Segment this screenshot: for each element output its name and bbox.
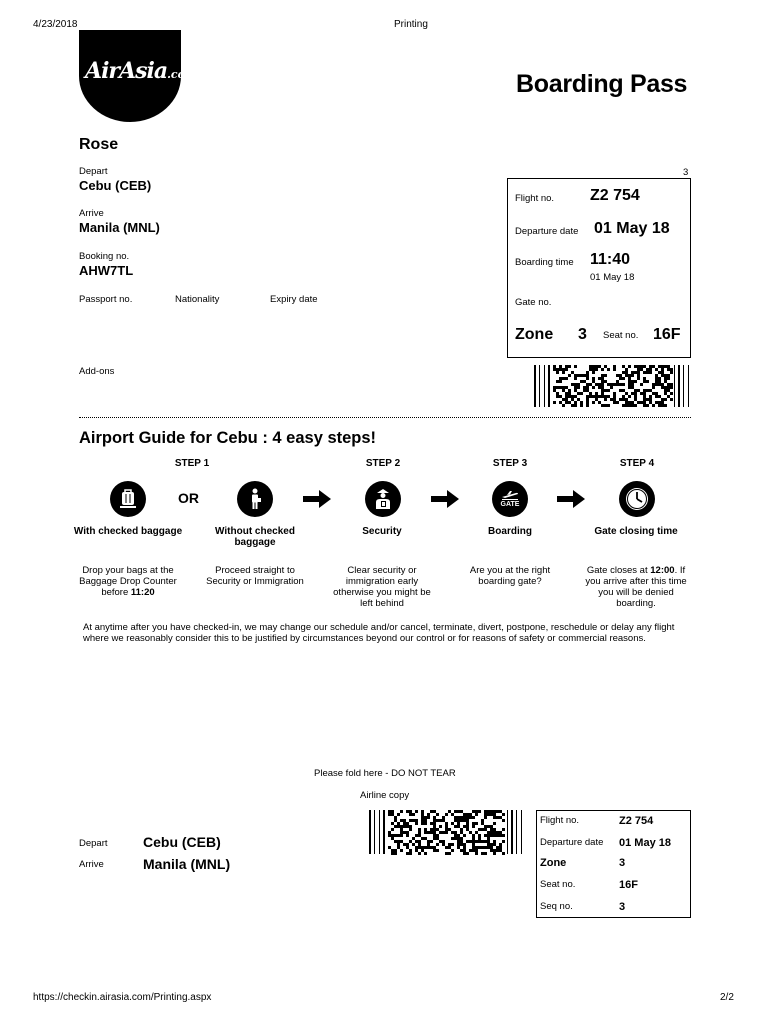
logo-suffix: .com	[167, 68, 197, 81]
flight-label: Flight no.	[515, 193, 555, 204]
or-text: OR	[178, 490, 199, 506]
airasia-logo	[79, 30, 197, 122]
print-url: https://checkin.airasia.com/Printing.aspx	[33, 992, 212, 1003]
stub-departure-date-label: Departure date	[540, 837, 604, 848]
checked-baggage-icon	[110, 481, 146, 517]
arrow-right-icon	[431, 490, 459, 508]
stub-zone-label: Zone	[540, 857, 567, 869]
guide-title: Airport Guide for Cebu : 4 easy steps!	[79, 429, 377, 447]
checked-baggage-desc-text: Drop your bags at the Baggage Drop Counter before	[79, 565, 177, 598]
fold-instruction: Please fold here - DO NOT TEAR	[314, 768, 456, 779]
step4-label: STEP 4	[619, 458, 655, 469]
disclaimer-text: At anytime after you have checked-in, we may change our schedule and/or cancel, terminate, divert, postpone, reschedule or delay any flight where we reasonably consider this to be justified by circumstances beyond our control or for reasons of safety or commercial reasons.	[83, 622, 675, 644]
depart-value: Cebu (CEB)	[79, 178, 152, 193]
stub-seat-value: 16F	[619, 879, 638, 891]
seat-value: 16F	[653, 326, 681, 343]
stub-depart-label: Depart	[79, 838, 108, 849]
dotted-divider	[79, 417, 691, 418]
airline-copy-label: Airline copy	[360, 790, 410, 801]
passenger-name: Rose	[79, 136, 119, 153]
zone-value: 3	[578, 326, 587, 343]
barcode-graphic	[369, 810, 522, 854]
print-date: 4/23/2018	[33, 19, 78, 30]
depart-label: Depart	[79, 166, 108, 177]
barcode-graphic	[534, 365, 689, 407]
boarding-desc: Are you at the right boarding gate?	[469, 565, 551, 587]
stub-arrive-label: Arrive	[79, 859, 104, 870]
gate-icon	[492, 481, 528, 517]
stub-depart-value: Cebu (CEB)	[143, 834, 221, 850]
no-baggage-desc: Proceed straight to Security or Immigration	[206, 565, 304, 587]
passport-label: Passport no.	[79, 294, 133, 305]
stub-seq-label: Seq no.	[540, 901, 573, 912]
boarding-time-value: 11:40	[590, 251, 631, 268]
arrow-right-icon	[557, 490, 585, 508]
arrive-label: Arrive	[79, 208, 104, 219]
stub-barcode	[369, 810, 522, 854]
print-page: 2/2	[720, 992, 734, 1003]
arrow-right-icon	[303, 490, 331, 508]
nationality-label: Nationality	[175, 294, 220, 305]
logo-text: AirAsia	[85, 58, 168, 84]
boarding-caption: Boarding	[488, 526, 532, 537]
stub-arrive-value: Manila (MNL)	[143, 856, 231, 872]
departure-date-value: 01 May 18	[594, 220, 670, 237]
gate-icon-text: GATE	[500, 501, 520, 508]
step1-label: STEP 1	[174, 458, 210, 469]
checked-baggage-desc	[73, 565, 183, 598]
no-baggage-caption: Without checked baggage	[215, 526, 295, 548]
stub-flight-value: Z2 754	[619, 815, 654, 827]
stub-info-box	[536, 810, 691, 918]
flight-value: Z2 754	[590, 187, 640, 204]
gate-closing-caption: Gate closing time	[594, 526, 678, 537]
gate-closing-desc	[582, 565, 690, 609]
gate-label: Gate no.	[515, 297, 552, 308]
baggage-drop-time: 11:20	[130, 587, 155, 598]
booking-value: AHW7TL	[79, 263, 134, 278]
seat-label: Seat no.	[603, 330, 639, 341]
step3-label: STEP 3	[492, 458, 528, 469]
sequence-number: 3	[683, 167, 689, 178]
clock-icon	[619, 481, 655, 517]
person-icon	[237, 481, 273, 517]
expiry-label: Expiry date	[270, 294, 318, 305]
arrive-value: Manila (MNL)	[79, 220, 160, 235]
boarding-time-label: Boarding time	[515, 257, 574, 268]
stub-zone-value: 3	[619, 857, 626, 869]
stub-departure-date-value: 01 May 18	[619, 837, 671, 849]
stub-seq-value: 3	[619, 901, 626, 913]
checked-baggage-caption: With checked baggage	[73, 526, 183, 537]
booking-label: Booking no.	[79, 251, 130, 262]
boarding-barcode	[534, 365, 689, 407]
security-officer-icon	[365, 481, 401, 517]
addons-label: Add-ons	[79, 366, 115, 377]
stub-flight-label: Flight no.	[540, 815, 580, 826]
security-desc: Clear security or immigration early otherwise you might be left behind	[333, 565, 431, 609]
print-title: Printing	[394, 19, 428, 30]
step2-label: STEP 2	[365, 458, 401, 469]
zone-label: Zone	[515, 326, 554, 343]
page-title: Boarding Pass	[516, 70, 688, 98]
boarding-date: 01 May 18	[590, 272, 635, 283]
gate-closing-desc-1: Gate closes at	[586, 565, 651, 576]
stub-seat-label: Seat no.	[540, 879, 576, 890]
gate-closing-desc-2: . If you arrive after this time you will be denied boarding.	[585, 565, 687, 609]
gate-closing-time: 12:00	[650, 565, 675, 576]
security-caption: Security	[362, 526, 402, 537]
flight-info-box	[507, 178, 691, 358]
departure-date-label: Departure date	[515, 226, 579, 237]
